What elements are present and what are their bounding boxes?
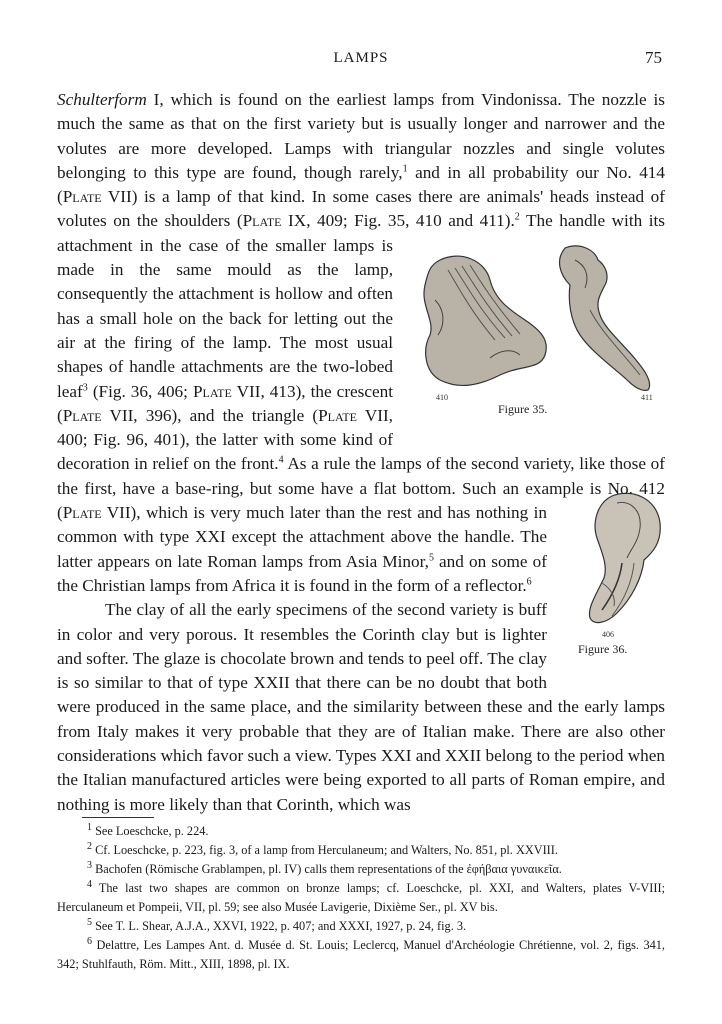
footnote-5 [57,917,665,936]
running-title: LAMPS [333,50,389,66]
footnote-text: Cf. Loeschcke, p. 223, fig. 3, of a lamp from Herculaneum; and Walters, No. 851, pl. XXVIII. [95,843,558,857]
figure-35-caption: Figure 35. [498,402,548,416]
text-run: and on some of the Christian lamps from Africa it is found in the form of a reflector. [57,551,547,595]
text-run: (Fig. 36, 406; [87,381,193,401]
footnote-number: 3 [87,859,92,871]
text-run: and in all probability our No. 414 ( [57,162,665,207]
footnote-ref: 6 [526,576,532,588]
footnote-text: The last two shapes are common on bronze lamps; cf. Loeschcke, pl. XXI, and Walters, plates V-VIII; Herculaneum et Pompeii, VII, pl. 59; see also Musée Lavigerie, Dixième Ser., pl. XV bis. [57,881,665,914]
page-number: 75 [645,48,662,67]
footnote-1 [57,822,665,841]
plate-ref: Plate [242,211,282,231]
footnotes [57,822,665,974]
footnote-ref: 4 [278,454,284,466]
plate-ref: Plate [192,381,232,401]
footnote-2 [57,841,665,860]
plate-ref: Plate [318,405,357,425]
figure-35-right-number: 411 [641,393,653,402]
figure-36-space [547,501,665,687]
footnote-number: 6 [87,935,92,947]
footnote-6 [57,936,665,974]
text-run: VII, 413), the crescent ( [57,381,393,425]
footnote-text: Bachofen (Römische Grablampen, pl. IV) calls them representations of the ἐφήβαια γυναικεῖα. [95,862,562,876]
text-run: The handle with its attachment in the case of the smaller lamps is made in the same mould as the lamp, consequently the attachment is hollow and often has a small hole on the back for letting out the air at the firing of the lamp. The most usual shapes of handle attachments are the two-lobed leaf [57,211,665,401]
main-text [57,88,665,817]
footnote-number: 5 [87,916,92,928]
plate-ref: Plate [62,187,102,207]
text-run: IX, 409; Fig. 35, 410 and 411). [281,211,515,231]
footnote-4 [57,879,665,917]
text-run: VII) is a lamp of that kind. In some cases there are animals' heads instead of volutes on the shoulders ( [57,187,665,231]
figure-35-left-number: 410 [436,393,448,402]
figure-35-space [393,234,665,430]
text-run: VII, 396), and the triangle ( [101,405,319,425]
footnote-ref: 5 [428,551,434,563]
page-header [0,50,722,72]
footnote-number: 1 [87,821,92,833]
footnote-text: Delattre, Les Lampes Ant. d. Musée d. St. Louis; Leclercq, Manuel d'Archéologie Chrétienne, vol. 2, figs. 341, 342; Stuhlfauth, Röm. Mitt., XIII, 1898, pl. IX. [57,938,665,971]
footnote-number: 2 [87,840,92,852]
footnote-rule [82,817,154,818]
footnote-number: 4 [87,878,92,890]
footnote-text: See Loeschcke, p. 224. [95,824,209,838]
text-run: VII), which is very much later than the rest and has nothing in common with type XXI except the attachment above the handle. The latter appears on late Roman lamps from Asia Minor, [57,503,547,571]
text-run: I, which is found on the earliest lamps from Vindonissa. The nozzle is much the same as that on the first variety but is usually longer and narrower and the volutes are more developed. Lamps with triangular nozzles and single volutes belonging to this type are found, though rarely, [57,90,665,182]
text-run: As a rule the lamps of the second variety, like those of the first, have a base-ring, but some have a flat bottom. Such an example is No. 412 ( [57,454,665,523]
footnote-ref: 3 [82,381,88,393]
footnote-ref: 2 [514,211,520,223]
paragraph-1 [57,88,665,598]
plate-ref: Plate [62,503,102,523]
figure-36-number: 406 [602,630,614,639]
footnote-3 [57,860,665,879]
paragraph-2: The clay of all the early specimens of the second variety is buff in color and very porous. It resembles the Corinth clay but is lighter and softer. The glaze is chocolate brown and tends to peel off. The clay is so similar to that of type XXII that there can be no doubt that both were produced in the same place, and the similarity between these and the early lamps from Italy makes it very probable that they are of Italian make. There are also other considerations which favor such a view. Types XXI and XXII belong to the period when the Italian manufactured articles were being exported to all parts of Roman empire, and nothing is more likely than that Corinth, which was [57,600,665,814]
figure-36-caption: Figure 36. [578,642,628,656]
italic-term: Schulterform [57,90,147,109]
plate-ref: Plate [62,405,102,425]
footnote-text: See T. L. Shear, A.J.A., XXVI, 1922, p. 407; and XXXI, 1927, p. 24, fig. 3. [95,919,467,933]
text-run: VII, 400; Fig. 96, 401), the latter with some kind of decoration in relief on the front. [57,405,393,474]
footnote-ref: 1 [402,163,408,175]
